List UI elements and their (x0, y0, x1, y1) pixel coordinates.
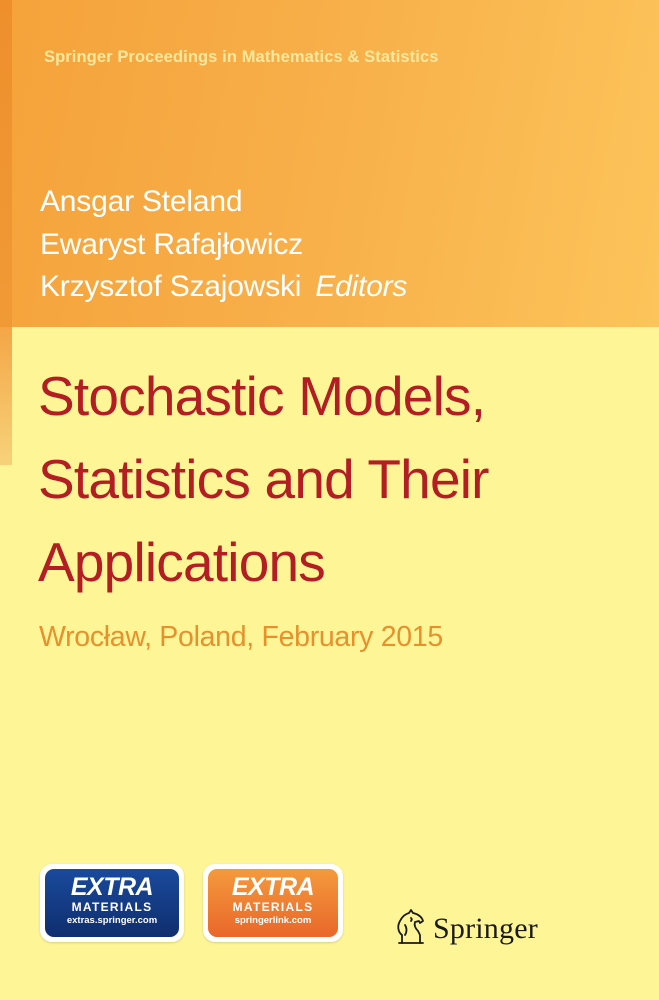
publisher-name: Springer (433, 912, 538, 945)
badge-face (45, 869, 179, 937)
badge-materials-label: MATERIALS (232, 900, 314, 914)
editor-line (40, 270, 407, 304)
editor-name: Ewaryst Rafajłowicz (40, 228, 303, 261)
badge-face (208, 869, 338, 937)
extra-materials-badge-springer[interactable] (40, 864, 184, 942)
editor-name: Ansgar Steland (40, 185, 243, 218)
series-title: Springer Proceedings in Mathematics & Statistics (44, 48, 439, 66)
title-line: Applications (38, 531, 325, 593)
book-subtitle: Wrocław, Poland, February 2015 (39, 621, 443, 653)
badge-materials-label: MATERIALS (71, 900, 153, 914)
extra-materials-badge-springerlink[interactable] (203, 864, 343, 942)
badge-extra-label: EXTRA (231, 873, 315, 901)
badge-url: extras.springer.com (66, 915, 158, 926)
editors-label: Editors (315, 270, 408, 303)
title-line: Stochastic Models, (38, 365, 486, 427)
title-line: Statistics and Their (38, 448, 489, 510)
book-title (38, 355, 648, 604)
spine-stripe-lower (0, 327, 12, 465)
springer-knight-icon (393, 908, 427, 951)
badge-url: springerlink.com (234, 915, 312, 926)
badge-extra-label: EXTRA (70, 873, 154, 901)
publisher-logo (393, 907, 538, 951)
editor-name: Krzysztof Szajowski (40, 270, 302, 303)
